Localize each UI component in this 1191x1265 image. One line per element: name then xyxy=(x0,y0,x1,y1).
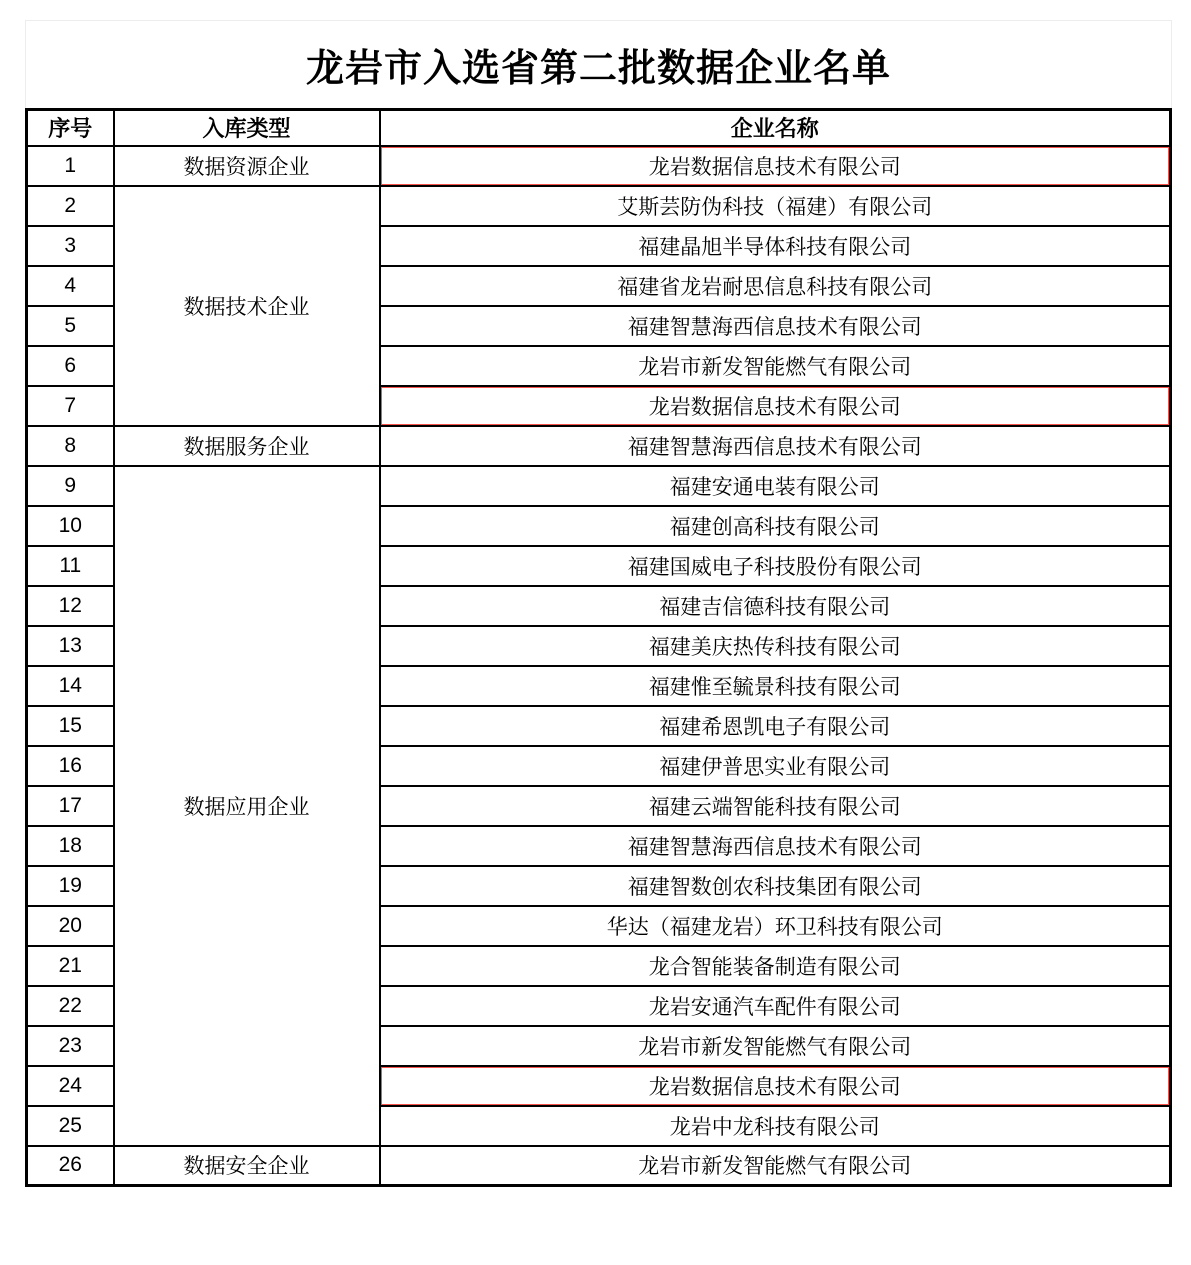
company-cell: 龙岩安通汽车配件有限公司 xyxy=(380,986,1171,1026)
row-number-cell: 21 xyxy=(27,946,114,986)
table-header xyxy=(27,110,1171,146)
row-number-cell: 2 xyxy=(27,186,114,226)
enterprise-table xyxy=(25,108,1172,1187)
category-cell: 数据安全企业 xyxy=(114,1146,380,1186)
row-number-cell: 12 xyxy=(27,586,114,626)
company-cell-highlighted: 龙岩数据信息技术有限公司 xyxy=(380,1066,1171,1106)
company-cell: 福建智慧海西信息技术有限公司 xyxy=(380,826,1171,866)
category-cell: 数据资源企业 xyxy=(114,146,380,186)
company-cell: 福建智慧海西信息技术有限公司 xyxy=(380,306,1171,346)
company-cell: 龙岩市新发智能燃气有限公司 xyxy=(380,1146,1171,1186)
company-cell: 福建智慧海西信息技术有限公司 xyxy=(380,426,1171,466)
company-cell: 龙合智能装备制造有限公司 xyxy=(380,946,1171,986)
row-number-cell: 5 xyxy=(27,306,114,346)
row-number-cell: 3 xyxy=(27,226,114,266)
company-cell: 福建晶旭半导体科技有限公司 xyxy=(380,226,1171,266)
row-number-cell: 19 xyxy=(27,866,114,906)
column-header-category: 入库类型 xyxy=(114,110,380,146)
row-number-cell: 15 xyxy=(27,706,114,746)
company-cell: 福建云端智能科技有限公司 xyxy=(380,786,1171,826)
category-cell: 数据技术企业 xyxy=(114,186,380,426)
row-number-cell: 17 xyxy=(27,786,114,826)
row-number-cell: 13 xyxy=(27,626,114,666)
company-cell: 华达（福建龙岩）环卫科技有限公司 xyxy=(380,906,1171,946)
company-cell: 福建安通电装有限公司 xyxy=(380,466,1171,506)
row-number-cell: 9 xyxy=(27,466,114,506)
column-header-index: 序号 xyxy=(27,110,114,146)
row-number-cell: 16 xyxy=(27,746,114,786)
row-number-cell: 20 xyxy=(27,906,114,946)
table-body xyxy=(27,146,1171,1186)
company-cell: 艾斯芸防伪科技（福建）有限公司 xyxy=(380,186,1171,226)
category-cell: 数据应用企业 xyxy=(114,466,380,1146)
category-cell: 数据服务企业 xyxy=(114,426,380,466)
table-row xyxy=(27,466,1171,506)
row-number-cell: 7 xyxy=(27,386,114,426)
company-cell: 龙岩中龙科技有限公司 xyxy=(380,1106,1171,1146)
company-cell-highlighted: 龙岩数据信息技术有限公司 xyxy=(380,386,1171,426)
table-sheet xyxy=(25,20,1172,1187)
row-number-cell: 18 xyxy=(27,826,114,866)
row-number-cell: 22 xyxy=(27,986,114,1026)
company-cell: 福建省龙岩耐思信息科技有限公司 xyxy=(380,266,1171,306)
row-number-cell: 23 xyxy=(27,1026,114,1066)
row-number-cell: 25 xyxy=(27,1106,114,1146)
table-row xyxy=(27,186,1171,226)
column-header-company: 企业名称 xyxy=(380,110,1171,146)
company-cell: 福建吉信德科技有限公司 xyxy=(380,586,1171,626)
row-number-cell: 11 xyxy=(27,546,114,586)
table-row xyxy=(27,1146,1171,1186)
row-number-cell: 14 xyxy=(27,666,114,706)
company-cell: 龙岩市新发智能燃气有限公司 xyxy=(380,1026,1171,1066)
company-cell: 福建国威电子科技股份有限公司 xyxy=(380,546,1171,586)
company-cell: 福建惟至毓景科技有限公司 xyxy=(380,666,1171,706)
company-cell: 福建伊普思实业有限公司 xyxy=(380,746,1171,786)
row-number-cell: 10 xyxy=(27,506,114,546)
row-number-cell: 6 xyxy=(27,346,114,386)
company-cell: 福建美庆热传科技有限公司 xyxy=(380,626,1171,666)
company-cell: 福建希恩凯电子有限公司 xyxy=(380,706,1171,746)
company-cell-highlighted: 龙岩数据信息技术有限公司 xyxy=(380,146,1171,186)
page-title: 龙岩市入选省第二批数据企业名单 xyxy=(25,20,1172,108)
company-cell: 龙岩市新发智能燃气有限公司 xyxy=(380,346,1171,386)
header-row xyxy=(27,110,1171,146)
row-number-cell: 8 xyxy=(27,426,114,466)
row-number-cell: 1 xyxy=(27,146,114,186)
row-number-cell: 4 xyxy=(27,266,114,306)
row-number-cell: 26 xyxy=(27,1146,114,1186)
company-cell: 福建智数创农科技集团有限公司 xyxy=(380,866,1171,906)
table-row xyxy=(27,426,1171,466)
row-number-cell: 24 xyxy=(27,1066,114,1106)
company-cell: 福建创高科技有限公司 xyxy=(380,506,1171,546)
table-row xyxy=(27,146,1171,186)
